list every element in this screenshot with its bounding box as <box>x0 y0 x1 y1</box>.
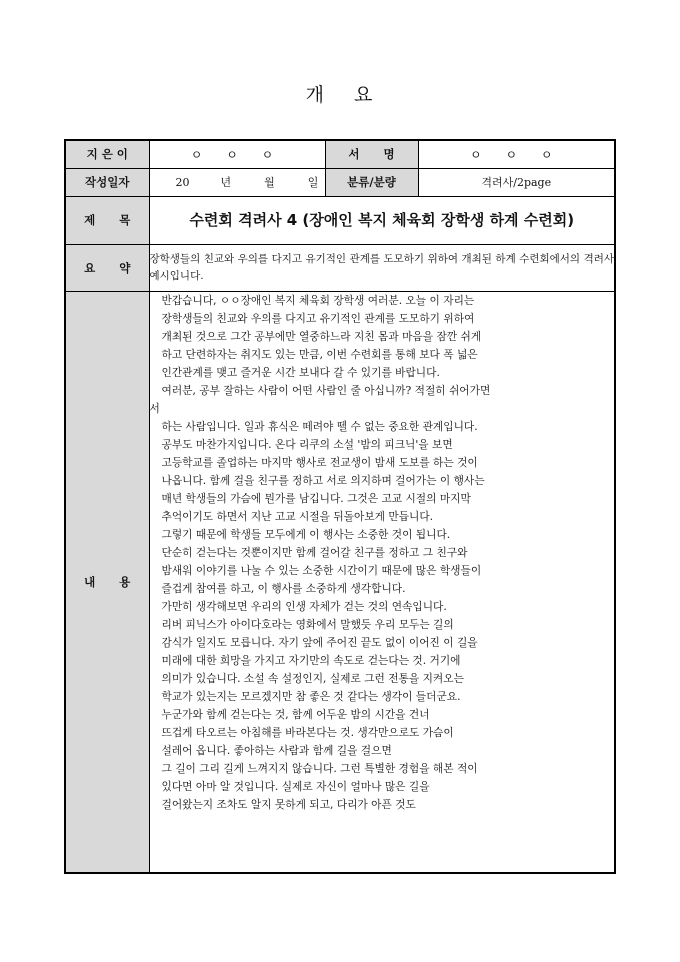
content-line: 매년 학생들의 가슴에 뭔가를 남깁니다. 그것은 고교 시절의 마지막 <box>161 491 471 505</box>
content-line: 인간관계를 맺고 즐거운 시간 보내다 갈 수 있기를 바랍니다. <box>161 365 440 379</box>
category-value: 격려사/2page <box>418 168 615 196</box>
content-body <box>149 291 615 873</box>
date-value <box>149 168 325 196</box>
author-label: 지 은 이 <box>65 140 149 168</box>
content-line: 감식가 일지도 모릅니다. 자기 앞에 주어진 끝도 없이 이어진 이 길을 <box>161 635 478 649</box>
content-line: 밤새워 이야기를 나눌 수 있는 소중한 시간이기 때문에 많은 학생들이 <box>161 563 482 577</box>
content-line: 가만히 생각해보면 우리의 인생 자체가 걷는 것의 연속입니다. <box>161 599 447 613</box>
author-value: ㅇ ㅇ ㅇ <box>149 140 325 168</box>
content-line: 추억이기도 하면서 지난 고교 시절을 뒤돌아보게 만듭니다. <box>161 509 434 523</box>
content-line: 누군가와 함께 걷는다는 것, 함께 어두운 밤의 시간을 건너 <box>161 707 430 721</box>
content-line: 그 길이 그리 길게 느껴지지 않습니다. 그런 특별한 경험을 해본 적이 <box>161 761 478 775</box>
content-line: 의미가 있습니다. 소설 속 설정인지, 실제로 그런 전통을 지켜오는 <box>161 671 464 685</box>
content-line: 공부도 마찬가지입니다. 온다 리쿠의 소설 '밤의 피크닉'을 보면 <box>161 437 453 451</box>
summary-label: 요 약 <box>65 244 149 291</box>
date-day-unit: 일 <box>307 176 319 189</box>
content-line: 있다면 아마 알 것입니다. 실제로 자신이 얼마나 많은 길을 <box>161 779 430 793</box>
content-line: 여러분, 공부 잘하는 사람이 어떤 사람인 줄 아십니까? 적절히 쉬어가면 <box>161 383 491 397</box>
document-info-table <box>64 139 616 874</box>
content-line: 나옵니다. 함께 걸을 친구를 정하고 서로 의지하며 걸어가는 이 행사는 <box>161 473 485 487</box>
signature-value: ㅇ ㅇ ㅇ <box>418 140 615 168</box>
content-line: 하는 사람입니다. 일과 휴식은 떼려야 뗄 수 없는 중요한 관계입니다. <box>161 419 478 433</box>
content-line: 미래에 대한 희망을 가지고 자기만의 속도로 걷는다는 것. 거기에 <box>161 653 461 667</box>
content-line: 설레어 옵니다. 좋아하는 사람과 함께 길을 걸으면 <box>161 743 392 757</box>
content-lines <box>150 292 615 814</box>
page-title-right: 요 <box>354 84 375 106</box>
date-label: 작성일자 <box>65 168 149 196</box>
subject-label: 제 목 <box>65 196 149 244</box>
date-month-unit: 월 <box>264 176 275 189</box>
content-line: 리버 피닉스가 아이다호라는 영화에서 말했듯 우리 모두는 길의 <box>161 617 454 631</box>
date-year: 20 <box>175 176 190 189</box>
content-line: 그렇기 때문에 학생들 모두에게 이 행사는 소중한 것이 됩니다. <box>161 527 451 541</box>
content-line: 단순히 걷는다는 것뿐이지만 함께 걸어갈 친구를 정하고 그 친구와 <box>161 545 468 559</box>
summary-value: 장학생들의 친교와 우의를 다지고 유기적인 관계를 도모하기 위하여 개최된 하계 수련회에서의 격려사 예시입니다. <box>149 244 615 291</box>
date-year-unit: 년 <box>220 176 232 189</box>
signature-label: 서 명 <box>325 140 418 168</box>
content-line: 학교가 있는지는 모르겠지만 참 좋은 것 같다는 생각이 들더군요. <box>161 689 461 703</box>
content-label: 내 용 <box>65 291 149 873</box>
content-line: 뜨겁게 타오르는 아침해를 바라본다는 것. 생각만으로도 가슴이 <box>161 725 454 739</box>
page-title <box>0 80 680 107</box>
content-line: 반갑습니다, ㅇㅇ장애인 복지 체육회 장학생 여러분. 오늘 이 자리는 <box>161 293 475 307</box>
subject-value: 수련회 격려사 4 (장애인 복지 체육회 장학생 하계 수련회) <box>149 196 615 244</box>
page-title-left: 개 <box>305 84 326 106</box>
content-line: 서 <box>149 401 160 415</box>
content-line: 개최된 것으로 그간 공부에만 열중하느라 지친 몸과 마음을 잠깐 쉬게 <box>161 329 482 343</box>
category-label: 분류/분량 <box>325 168 418 196</box>
content-line: 고등학교를 졸업하는 마지막 행사로 전교생이 밤새 도보를 하는 것이 <box>161 455 478 469</box>
content-line: 하고 단련하자는 취지도 있는 만큼, 이번 수련회를 통해 보다 폭 넓은 <box>161 347 478 361</box>
content-line: 걸어왔는지 조차도 알지 못하게 되고, 다리가 아픈 것도 <box>161 797 416 811</box>
content-line: 장학생들의 친교와 우의를 다지고 유기적인 관계를 도모하기 위하여 <box>161 311 475 325</box>
content-line: 즐겁게 참여를 하고, 이 행사를 소중하게 생각합니다. <box>161 581 406 595</box>
